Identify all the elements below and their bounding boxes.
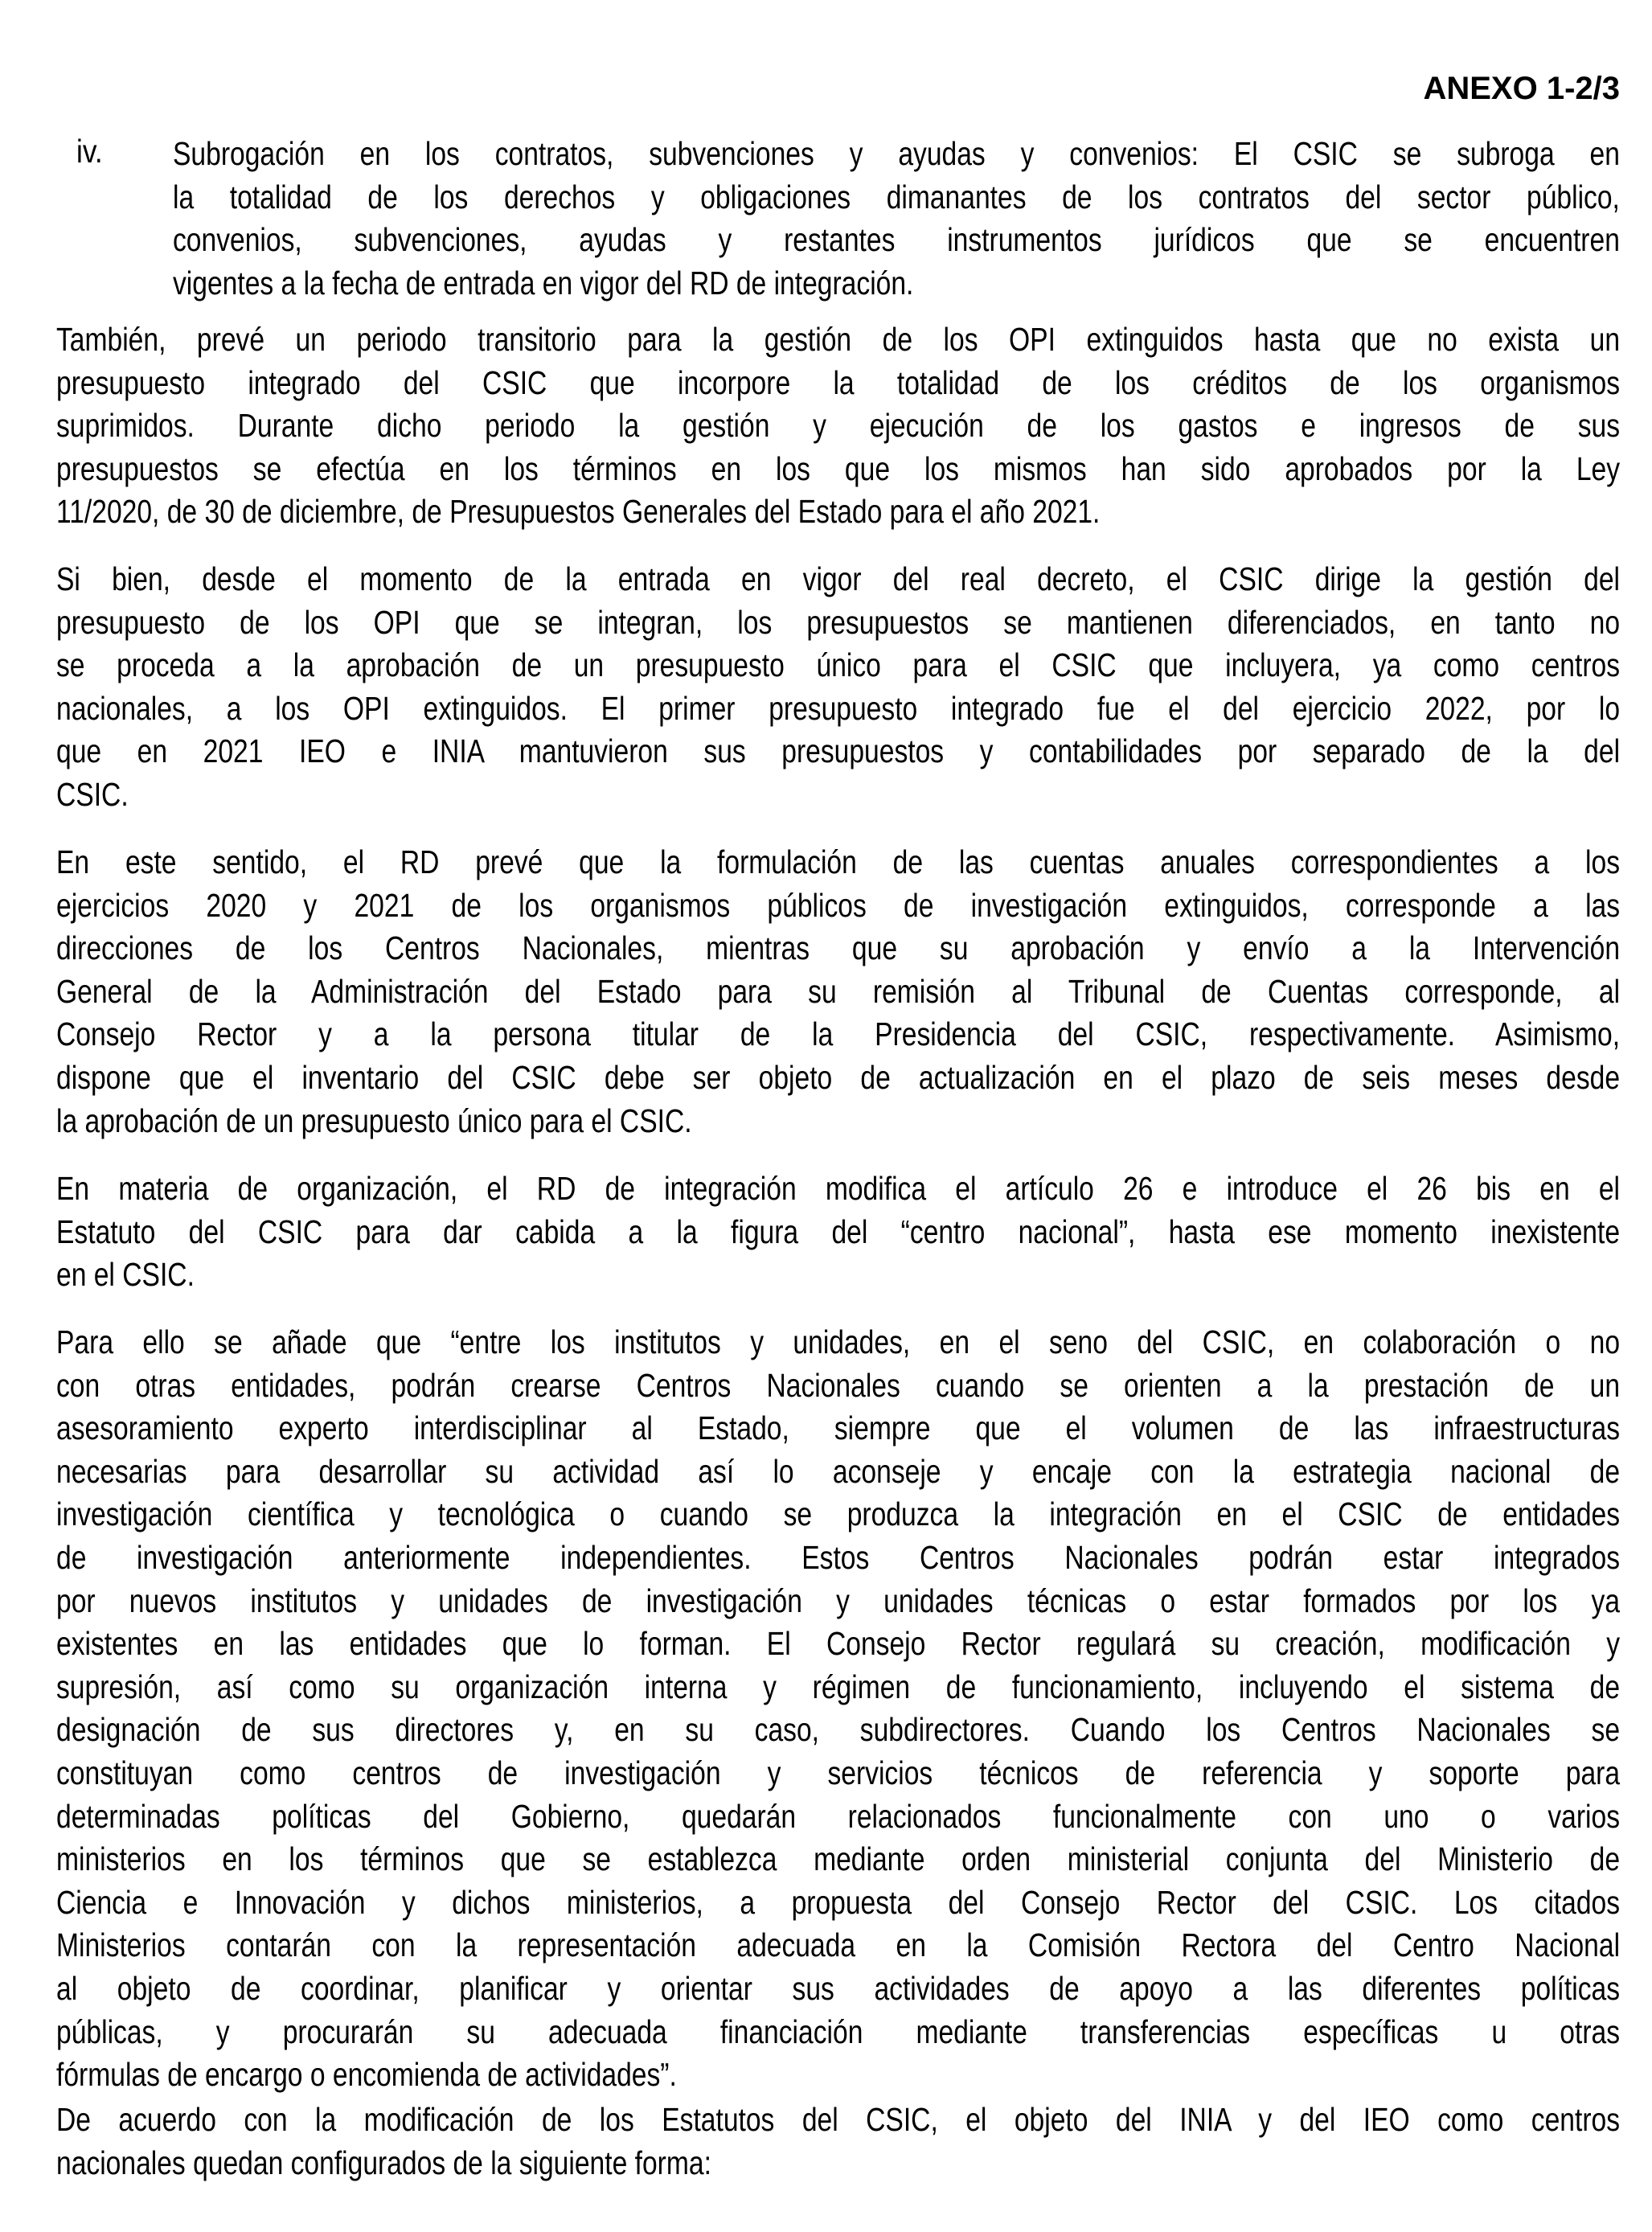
- text-line: que en 2021 IEO e INIA mantuvieron sus presupuestos y contabilidades por separado de la del: [56, 732, 1621, 770]
- text-line: constituyan como centros de investigación y servicios técnicos de referencia y soporte para: [56, 1754, 1621, 1791]
- paragraph-statutes-modification: [56, 2099, 1620, 2185]
- text-line: General de la Administración del Estado para su remisión al Tribunal de Cuentas corresponde, al: [56, 972, 1621, 1010]
- paragraph-budget-management: [56, 558, 1620, 817]
- text-line: Consejo Rector y a la persona titular de la Presidencia del CSIC, respectivamente. Asimismo,: [56, 1015, 1621, 1053]
- text-line: públicas, y procurarán su adecuada financiación mediante transferencias específicas u otras: [56, 2012, 1621, 2050]
- text-line: De acuerdo con la modificación de los Estatutos del CSIC, el objeto del INIA y del IEO como centros: [56, 2101, 1621, 2138]
- text-line: presupuesto integrado del CSIC que incorpore la totalidad de los créditos de los organismos: [56, 363, 1621, 401]
- text-line: Ministerios contarán con la representación adecuada en la Comisión Rectora del Centro Nacional: [56, 1926, 1621, 1964]
- text-line: direcciones de los Centros Nacionales, mientras que su aprobación y envío a la Intervención: [56, 929, 1621, 967]
- text-line: En este sentido, el RD prevé que la formulación de las cuentas anuales correspondientes a los: [56, 843, 1621, 880]
- text-line: la totalidad de los derechos y obligaciones dimanantes de los contratos del sector público,: [173, 178, 1620, 215]
- text-line: En materia de organización, el RD de integración modifica el artículo 26 e introduce el 26 bis en el: [56, 1170, 1621, 1207]
- text-line: Subrogación en los contratos, subvenciones y ayudas y convenios: El CSIC se subroga en: [173, 135, 1620, 172]
- text-line: se proceda a la aprobación de un presupuesto único para el CSIC que incluyera, ya como centros: [56, 646, 1621, 684]
- text-line: Ciencia e Innovación y dichos ministerios, a propuesta del Consejo Rector del CSIC. Los citados: [56, 1883, 1621, 1921]
- text-line: También, prevé un periodo transitorio para la gestión de los OPI extinguidos hasta que no exista un: [56, 321, 1621, 358]
- annex-header: ANEXO 1-2/3: [1423, 71, 1620, 106]
- text-line: presupuesto de los OPI que se integran, los presupuestos se mantienen diferenciados, en tanto no: [56, 603, 1621, 641]
- text-line: de investigación anteriormente independientes. Estos Centros Nacionales podrán estar integrados: [56, 1538, 1621, 1576]
- text-line: vigentes a la fecha de entrada en vigor del RD de integración.: [173, 264, 914, 302]
- text-line: en el CSIC.: [56, 1256, 195, 1294]
- text-line: fórmulas de encargo o encomienda de actividades”.: [56, 2056, 677, 2094]
- text-line: Estatuto del CSIC para dar cabida a la figura del “centro nacional”, hasta ese momento inexistente: [56, 1212, 1621, 1250]
- paragraph-organization: [56, 1167, 1620, 1297]
- text-line: 11/2020, de 30 de diciembre, de Presupuestos Generales del Estado para el año 2021.: [56, 493, 1101, 531]
- text-line: existentes en las entidades que lo forman. El Consejo Rector regulará su creación, modificación y: [56, 1625, 1621, 1663]
- text-line: al objeto de coordinar, planificar y orientar sus actividades de apoyo a las diferentes políticas: [56, 1969, 1621, 2007]
- paragraph-annual-accounts: [56, 841, 1620, 1143]
- text-line: ejercicios 2020 y 2021 de los organismos públicos de investigación extinguidos, corresponde a las: [56, 886, 1621, 924]
- list-item-iv: [173, 133, 1620, 305]
- text-line: suprimidos. Durante dicho periodo la gestión y ejecución de los gastos e ingresos de sus: [56, 407, 1621, 445]
- text-line: Para ello se añade que “entre los institutos y unidades, en el seno del CSIC, en colaboración o no: [56, 1323, 1621, 1360]
- text-line: la aprobación de un presupuesto único para el CSIC.: [56, 1102, 692, 1139]
- text-line: investigación científica y tecnológica o cuando se produzca la integración en el CSIC de entidades: [56, 1496, 1621, 1533]
- text-line: presupuestos se efectúa en los términos en los que los mismos han sido aprobados por la Ley: [56, 449, 1621, 487]
- text-line: ministerios en los términos que se establezca mediante orden ministerial conjunta del Ministerio de: [56, 1840, 1621, 1878]
- text-line: determinadas políticas del Gobierno, quedarán relacionados funcionalmente con uno o varios: [56, 1797, 1621, 1835]
- text-line: CSIC.: [56, 775, 129, 813]
- text-line: convenios, subvenciones, ayudas y restantes instrumentos jurídicos que se encuentren: [173, 221, 1620, 259]
- text-line: dispone que el inventario del CSIC debe ser objeto de actualización en el plazo de seis meses desde: [56, 1058, 1621, 1096]
- text-line: necesarias para desarrollar su actividad así lo aconseje y encaje con la estrategia nacional de: [56, 1452, 1621, 1490]
- paragraph-transitional-period: [56, 318, 1620, 534]
- text-line: por nuevos institutos y unidades de investigación y unidades técnicas o estar formados por los ya: [56, 1582, 1621, 1619]
- text-line: supresión, así como su organización interna y régimen de funcionamiento, incluyendo el sistema de: [56, 1668, 1621, 1705]
- list-marker: iv.: [76, 133, 103, 170]
- text-line: asesoramiento experto interdisciplinar al Estado, siempre que el volumen de las infraestructuras: [56, 1409, 1621, 1447]
- text-line: Si bien, desde el momento de la entrada en vigor del real decreto, el CSIC dirige la gestión del: [56, 560, 1621, 597]
- text-line: nacionales, a los OPI extinguidos. El primer presupuesto integrado fue el del ejercicio 2022, por lo: [56, 689, 1621, 727]
- text-line: designación de sus directores y, en su caso, subdirectores. Cuando los Centros Nacionales se: [56, 1711, 1621, 1749]
- paragraph-national-centers-quote: [56, 1321, 1620, 2097]
- text-line: con otras entidades, podrán crearse Centros Nacionales cuando se orienten a la prestación de un: [56, 1366, 1621, 1404]
- text-line: nacionales quedan configurados de la siguiente forma:: [56, 2144, 711, 2181]
